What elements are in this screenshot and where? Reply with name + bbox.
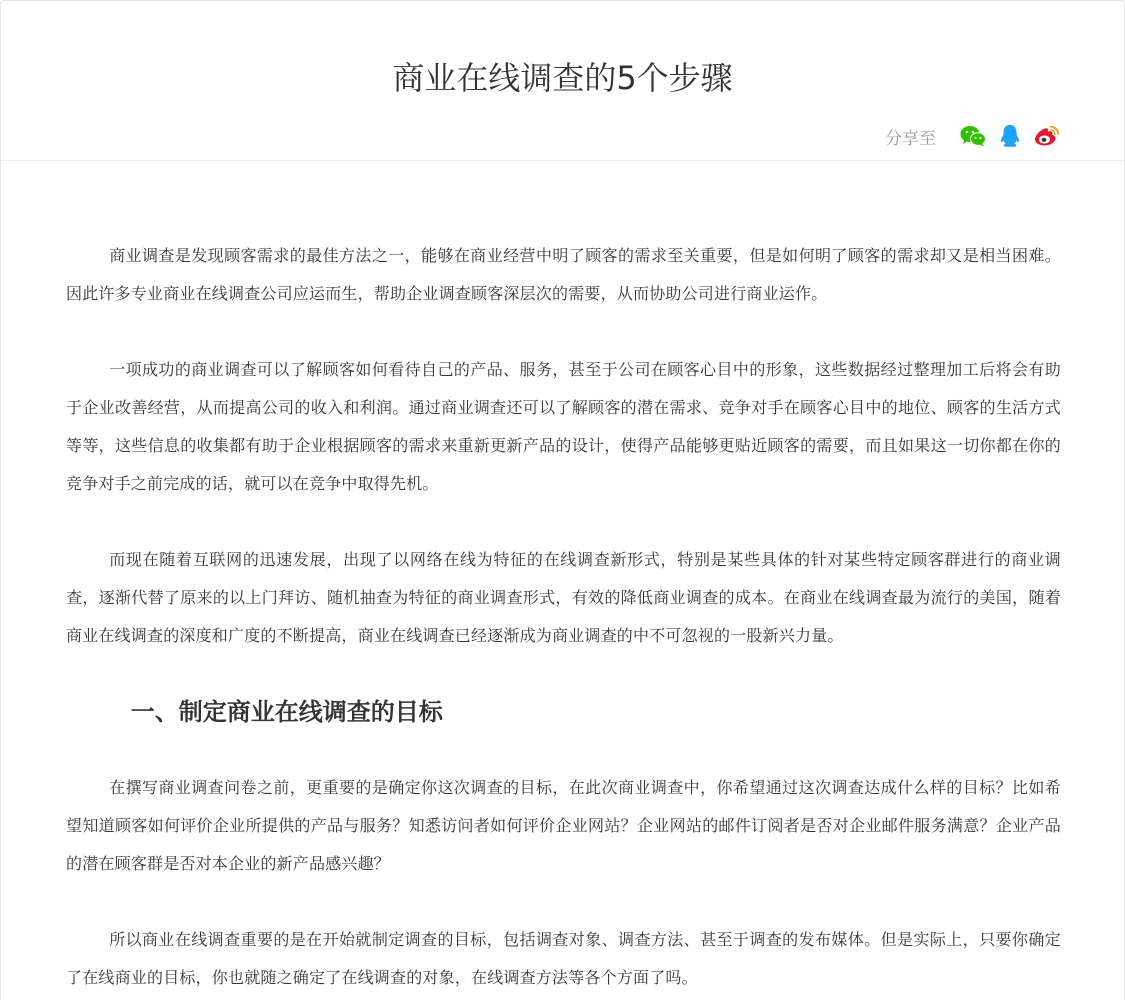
paragraph: 在撰写商业调查问卷之前，更重要的是确定你这次调查的目标，在此次商业调查中，你希望通过这次调查达成什么样的目标？比如希望知道顾客如何评价企业所提供的产品与服务？知悉访问者如何评价企业网站？企业网站的邮件订阅者是否对企业邮件服务满意？企业产品的潜在顾客群是否对本企业的新产品感兴趣？ xyxy=(66,778,1061,873)
wechat-icon[interactable] xyxy=(959,122,987,150)
paragraph: 所以商业在线调查重要的是在开始就制定调查的目标，包括调查对象、调查方法、甚至于调查的发布媒体。但是实际上，只要你确定了在线商业的目标，你也就随之确定了在线调查的对象，在线调查方法等各个方面了吗。 xyxy=(66,930,1061,987)
paragraph: 一项成功的商业调查可以了解顾客如何看待自己的产品、服务，甚至于公司在顾客心目中的形象，这些数据经过整理加工后将会有助于企业改善经营，从而提高公司的收入和利润。通过商业调查还可以了解顾客的潜在需求、竞争对手在顾客心目中的地位、顾客的生活方式等等，这些信息的收集都有助于企业根据顾客的需求来重新更新产品的设计，使得产品能够更贴近顾客的需要，而且如果这一切你都在你的竞争对手之前完成的话，就可以在竞争中取得先机。 xyxy=(66,360,1061,493)
section-heading: 一、制定商业在线调查的目标 xyxy=(130,698,443,726)
weibo-icon[interactable] xyxy=(1033,122,1061,150)
paragraph: 而现在随着互联网的迅速发展，出现了以网络在线为特征的在线调查新形式，特别是某些具体的针对某些特定顾客群进行的商业调查，逐渐代替了原来的以上门拜访、随机抽查为特征的商业调查形式，有效的降低商业调查的成本。在商业在线调查最为流行的美国，随着商业在线调查的深度和广度的不断提高，商业在线调查已经逐渐成为商业调查的中不可忽视的一股新兴力量。 xyxy=(66,550,1061,645)
qq-icon[interactable] xyxy=(996,122,1024,150)
share-label: 分享至 xyxy=(885,128,936,149)
paragraph: 商业调查是发现顾客需求的最佳方法之一，能够在商业经营中明了顾客的需求至关重要，但是如何明了顾客的需求却又是相当困难。因此许多专业商业在线调查公司应运而生，帮助企业调查顾客深层次的需要，从而协助公司进行商业运作。 xyxy=(66,246,1061,303)
article-header xyxy=(1,1,1124,161)
article-body xyxy=(1,161,1124,997)
share-bar xyxy=(885,122,1061,150)
article-title: 商业在线调查的5个步骤 xyxy=(392,59,733,97)
